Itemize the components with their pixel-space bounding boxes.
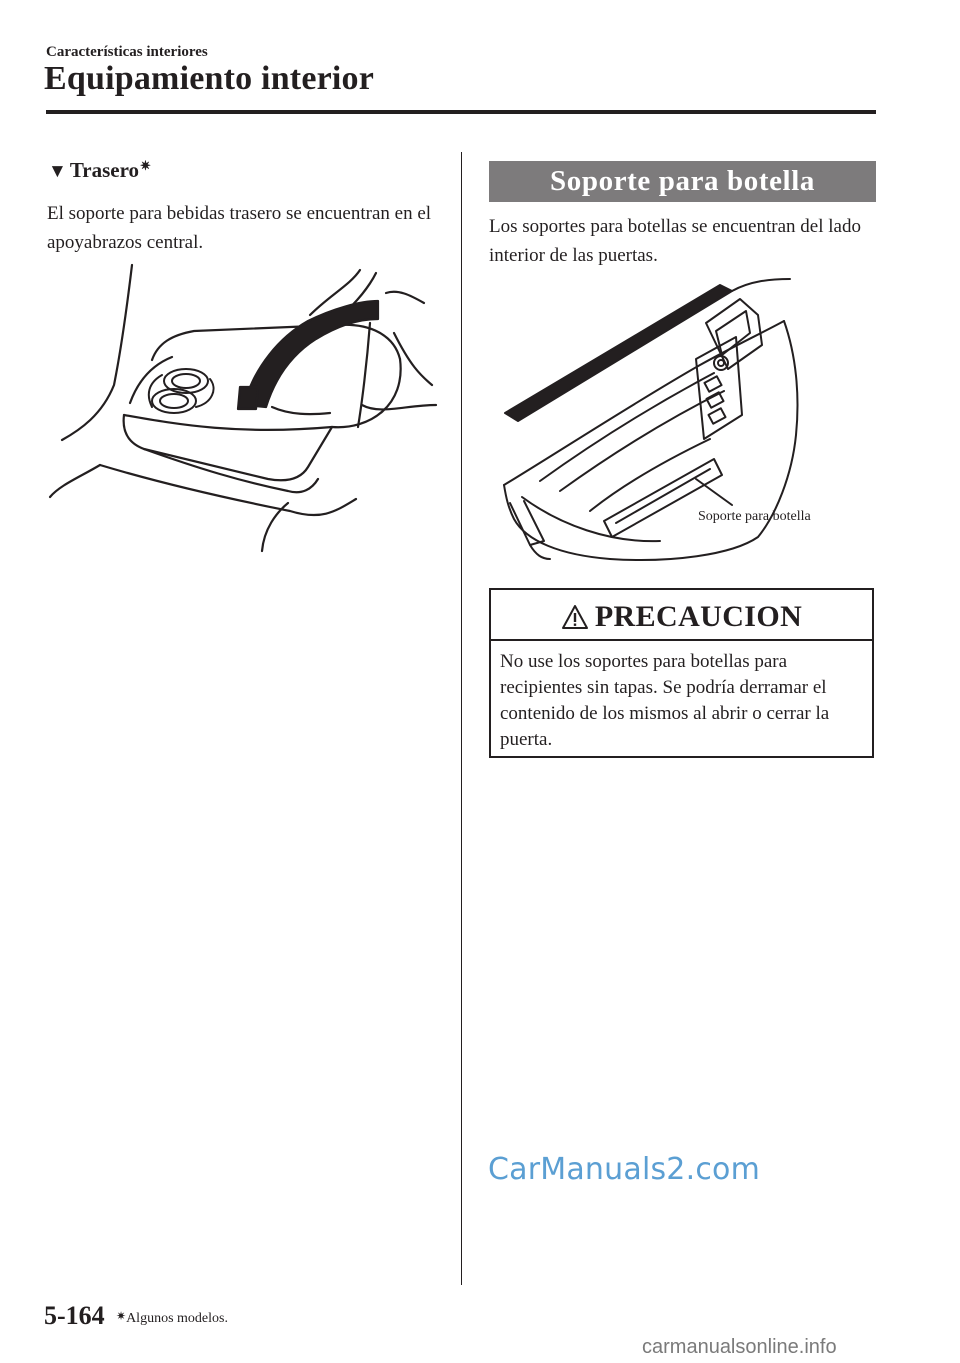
caution-text: No use los soportes para botellas para recipientes sin tapas. Se podría derramar el contenido de los mismos al abrir o cerrar la puerta.	[500, 651, 830, 750]
warning-triangle-icon	[561, 604, 589, 630]
triangle-down-icon: ▼	[48, 161, 67, 182]
caution-box	[489, 588, 874, 758]
footnote	[116, 1309, 228, 1327]
section-label: Características interiores	[46, 44, 208, 60]
caution-title: PRECAUCION	[594, 600, 803, 633]
subsection-heading-trasero	[48, 158, 151, 183]
watermark: CarManuals2.com	[488, 1152, 761, 1187]
footer-site-link[interactable]: carmanualsonline.info	[642, 1336, 837, 1358]
star-icon: ✷	[140, 158, 151, 173]
title-rule	[46, 110, 876, 114]
bottle-holder-paragraph: Los soportes para botellas se encuentran del lado interior de las puertas.	[489, 216, 861, 266]
subsection-heading-text: Trasero	[69, 158, 140, 182]
figure-callout-label: Soporte para botella	[698, 509, 811, 524]
page-number: 5-164	[44, 1301, 105, 1330]
page-title: Equipamiento interior	[44, 60, 375, 97]
footnote-text: Algunos modelos.	[126, 1311, 228, 1326]
section-band-title: Soporte para botella	[550, 165, 815, 197]
column-divider	[461, 152, 462, 1285]
caution-divider	[491, 639, 872, 641]
section-band	[489, 161, 876, 202]
caution-header	[491, 600, 872, 634]
rear-cupholder-paragraph: El soporte para bebidas trasero se encuentran en el apoyabrazos central.	[47, 203, 432, 253]
rear-armrest-cupholder-illustration	[40, 255, 440, 555]
star-icon: ✷	[116, 1309, 127, 1323]
